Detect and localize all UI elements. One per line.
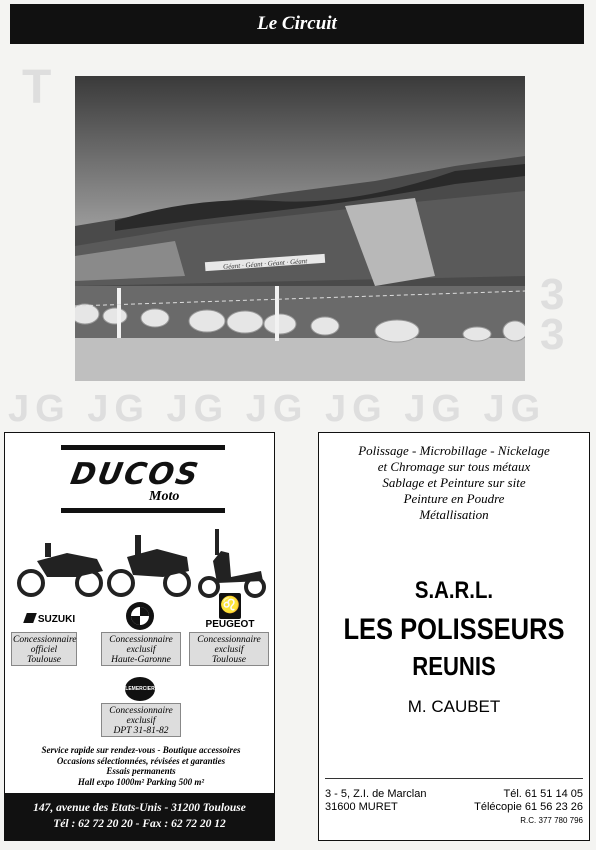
page-title: Le Circuit [257,13,337,34]
circuit-photo [75,76,525,381]
peugeot-brand [201,593,259,630]
polisseurs-address: 3 - 5, Z.I. de Marclan 31600 MURET [325,788,427,813]
show-through-ghost: JG JG JG JG JG JG JG [8,388,547,430]
divider [325,778,583,779]
suzuki-dealer-badge: Concessionnaire officiel Toulouse [11,632,77,666]
motocross-track-image [75,76,525,381]
lemercier-dealer-badge: Concessionnaire exclusif DPT 31-81-82 [101,703,181,737]
bmw-brand [123,601,157,636]
track-banner-text: Géant · Géant · Géant · Géant [222,257,308,271]
company-form: S.A.R.L. [414,577,494,604]
ducos-phone: Tél : 62 72 20 20 - Fax : 62 72 20 12 [53,818,226,830]
peugeot-dealer-badge: Concessionnaire exclusif Toulouse [189,632,269,666]
polisseurs-services: Polissage - Microbillage - Nickelage et Chromage sur tous métaux Sablage et Peinture sur site Peinture en Poudre Métallisation [358,443,550,522]
polisseurs-advertisement [318,432,590,841]
contact-name: M. CAUBET [407,697,501,716]
ducos-advertisement [4,432,275,841]
suzuki-logo-icon: SUZUKI [17,613,83,625]
motorcycles-photo [17,521,267,599]
suzuki-brand [17,613,83,625]
ducos-tagline: Moto [149,489,180,504]
ducos-wordmark: DUCOS [67,457,203,492]
motorcycle-icon [109,535,189,595]
page-header [10,4,584,44]
ducos-address: 147, avenue des Etats-Unis - 31200 Toulouse [33,802,246,814]
scooter-icon [200,529,264,596]
bmw-logo-icon [125,601,155,631]
show-through-ghost: 3 [540,310,565,359]
company-name: LES POLISSEURS [343,613,565,646]
show-through-ghost: 3 [540,270,565,319]
ducos-contact-bar [5,793,274,840]
bmw-dealer-badge: Concessionnaire exclusif Haute-Garonne [101,632,181,666]
lemercier-logo-icon: LEMERCIER [125,677,155,701]
motorcycle-icon [19,543,103,595]
ducos-logo [61,445,225,513]
logo-rule [61,508,225,513]
peugeot-lion-icon: ♌ [219,593,241,619]
company-name-cont: REUNIS [412,651,496,681]
polisseurs-phone: Tél. 61 51 14 05 Télécopie 61 56 23 26 R.C. 377 780 796 [474,788,583,825]
peugeot-name: PEUGEOT [205,619,255,630]
ducos-services: Service rapide sur rendez-vous - Boutique accessoires Occasions sélectionnées, révisées et garanties Essais permanents Hall expo 1000m² Parking 500 m² [41,745,241,787]
show-through-ghost: T [22,61,52,114]
logo-rule [61,445,225,450]
